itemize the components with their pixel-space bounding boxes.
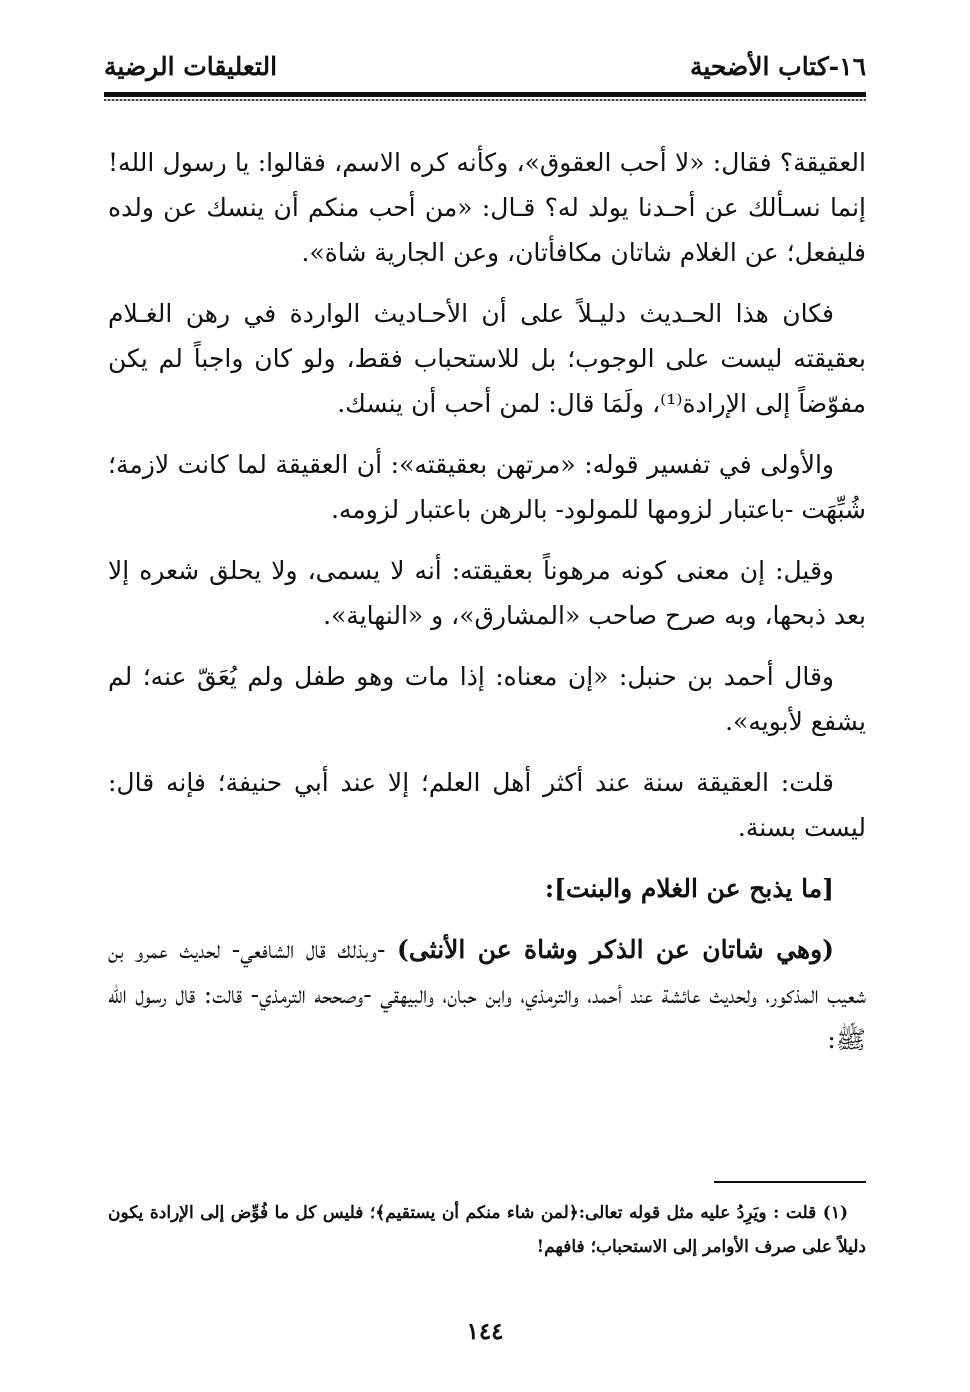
footnote: (١) قلت : ويَرِدُ عليه مثل قوله تعالى:﴿لمن شاء منكم أن يستقيم﴾؛ فليس كل ما فُوِّض إلى الإرادة يكون دليلاً على صرف الأوامر إلى الاستحباب؛ فافهم! (108, 1203, 866, 1257)
paragraph-6: قلت: العقيقة سنة عند أكثر أهل العلم؛ إلا عند أبي حنيفة؛ فإنه قال: ليست بسنة. (108, 768, 866, 842)
header-rule-thin (104, 99, 866, 101)
paragraph-4: وقيل: إن معنى كونه مرهوناً بعقيقته: أنه لا يسمى، ولا يحلق شعره إلا بعد ذبحها، وبه صرح صاحب «المشارق»، و «النهاية». (108, 556, 866, 630)
header-rule-thick (104, 92, 866, 97)
paragraph-2: فكان هذا الحـديث دليـلاً على أن الأحـاديث الواردة في رهن الغـلام بعقيقته ليست على الوجوب؛ بل للاستحباب فقط، ولو كان واجباً لم يكن مفوّضاً إلى الإرادة⁽¹⁾، ولَمَا قال: لمن أحب أن ينسك. (108, 299, 866, 418)
running-header (104, 52, 866, 96)
section-heading: [ما يذبح عن الغلام والبنت]: (544, 874, 834, 903)
footnote-separator (714, 1181, 866, 1183)
page-number: ١٤٤ (466, 1318, 504, 1345)
paragraph-5: وقال أحمد بن حنبل: «إن معناه: إذا مات وهو طفل ولم يُعَقّ عنه؛ لم يشفع لأبويه». (108, 662, 866, 736)
matn-text: (وهي شاتان عن الذكر وشاة عن الأنثى) (397, 935, 834, 964)
paragraph-3: والأولى في تفسير قوله: «مرتهن بعقيقته»: أن العقيقة لما كانت لازمة؛ شُبِّهَت -باعتبار لزومها للمولود- بالرهن باعتبار لزومه. (108, 450, 866, 524)
book-title: التعليقات الرضية (104, 52, 278, 81)
main-text (108, 140, 866, 1062)
section-paragraph (108, 927, 866, 1062)
sharh-text: -وبذلك قال الشافعي- لحديث عمرو بن شعيب المذكور، ولحديث عائشة عند أحمد، والترمذي، وابن حبان، والبيهقي -وصححه الترمذي- قالت: قال رسول الله ﷺ: (108, 935, 866, 1054)
chapter-title: ١٦-كتاب الأضحية (689, 52, 866, 81)
paragraph-1: العقيقة؟ فقال: «لا أحب العقوق»، وكأنه كره الاسم، فقالوا: يا رسول الله! إنما نسـألك عن أحـدنا يولد له؟ قـال: «من أحب منكم أن ينسك عن ولده فليفعل؛ عن الغلام شاتان مكافأتان، وعن الجارية شاة». (108, 148, 866, 267)
